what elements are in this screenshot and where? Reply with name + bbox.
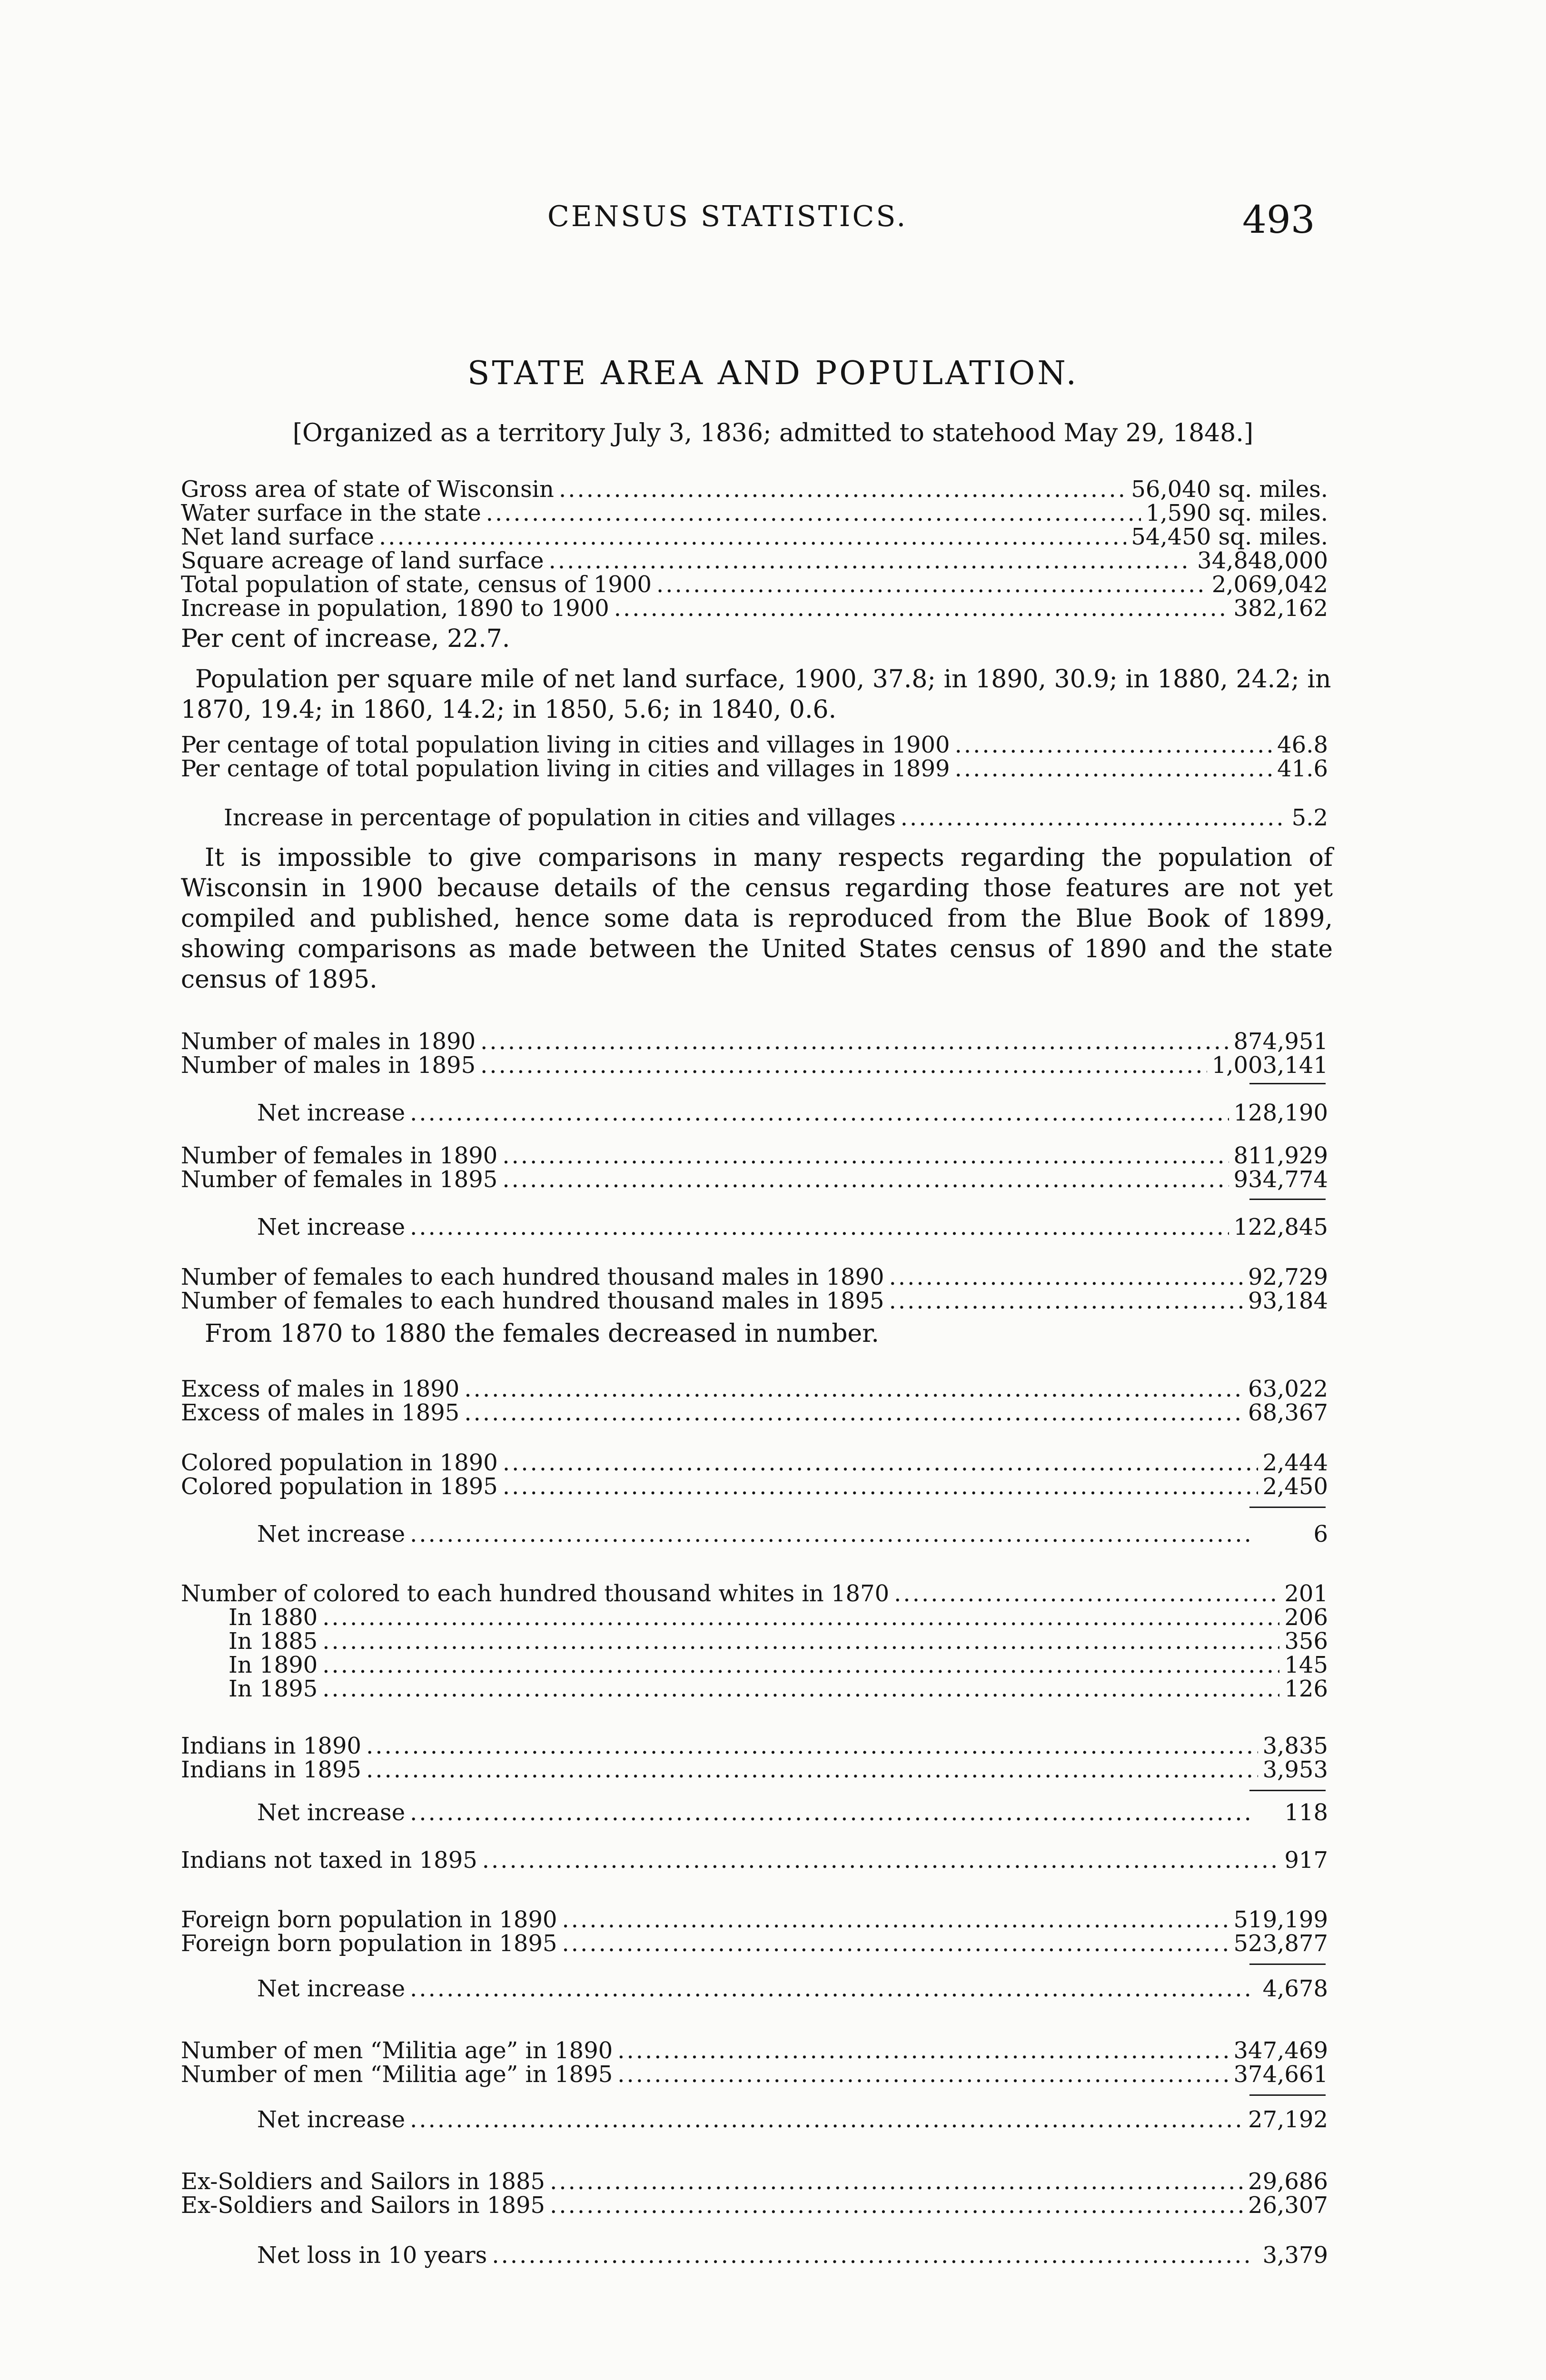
row-value: 5.2 [1291,804,1328,831]
males-net-row [257,1100,1328,1126]
urban-increase-row [224,804,1328,831]
row-value: 46.8 [1277,732,1328,758]
row-label: In 1895 [228,1676,318,1702]
ratio-note: From 1870 to 1880 the females decreased in number. [205,1319,879,1348]
row-label: Net increase [257,1521,406,1547]
row-value: 347,469 [1233,2037,1328,2064]
soldiers-net-row [257,2242,1328,2269]
row-value: 126 [1284,1676,1328,1702]
sum-rule [1249,1083,1326,1084]
row-label: Number of females in 1895 [181,1166,498,1193]
indians-row-1895 [181,1756,1328,1783]
row-label: Number of females in 1890 [181,1142,498,1169]
row-value: 122,845 [1233,1214,1328,1240]
row-label: Number of colored to each hundred thousand whites in 1870 [181,1580,890,1607]
row-value: 56,040 sq. miles. [1131,476,1328,503]
area-row-water [181,500,1328,526]
row-label: Colored population in 1895 [181,1473,498,1500]
colored-ratio-row-1895 [228,1676,1328,1702]
males-row-1895 [181,1052,1328,1079]
indians-not-taxed-row [181,1847,1328,1874]
foreign-net-row [257,1975,1328,2002]
ratio-row-1895 [181,1288,1328,1314]
row-label: Gross area of state of Wisconsin [181,476,554,503]
row-value: 519,199 [1233,1906,1328,1933]
row-label: Ex-Soldiers and Sailors in 1895 [181,2192,545,2219]
row-label: In 1890 [228,1652,318,1678]
row-value: 201 [1284,1580,1328,1607]
soldiers-row-1895 [181,2192,1328,2219]
row-label: Water surface in the state [181,500,481,526]
row-label: Ex-Soldiers and Sailors in 1885 [181,2168,545,2195]
row-label: Net increase [257,1214,406,1240]
urban-row-1900 [181,732,1328,758]
males-row-1890 [181,1028,1328,1055]
row-value: 29,686 [1248,2168,1328,2195]
area-row-increase [181,595,1328,622]
row-value: 93,184 [1248,1288,1328,1314]
sum-rule [1249,1507,1326,1508]
excess-row-1890 [181,1376,1328,1402]
row-label: Net increase [257,1799,406,1826]
row-label: Excess of males in 1895 [181,1399,460,1426]
row-label: Foreign born population in 1890 [181,1906,557,1933]
row-value: 1,590 sq. miles. [1145,500,1328,526]
row-value: 34,848,000 [1197,547,1328,574]
row-value: 118 [1284,1799,1328,1826]
section-subtitle: [Organized as a territory July 3, 1836; admitted to statehood May 29, 1848.] [292,419,1254,447]
row-label: Number of males in 1890 [181,1028,476,1055]
females-net-row [257,1214,1328,1240]
row-label: Number of males in 1895 [181,1052,476,1079]
colored-ratio-row-1885 [228,1628,1328,1655]
row-value: 206 [1284,1604,1328,1631]
row-label: Indians in 1895 [181,1756,362,1783]
females-row-1890 [181,1142,1328,1169]
row-label: Number of men “Militia age” in 1895 [181,2061,613,2088]
militia-net-row [257,2106,1328,2133]
row-label: Number of females to each hundred thousand males in 1895 [181,1288,884,1314]
section-title: STATE AREA AND POPULATION. [467,355,1079,392]
row-label: Square acreage of land surface [181,547,544,574]
row-label: Per centage of total population living in cities and villages in 1899 [181,755,950,782]
row-label: Total population of state, census of 1900 [181,571,652,598]
area-row-land [181,524,1328,550]
foreign-row-1895 [181,1930,1328,1957]
colored-row-1895 [181,1473,1328,1500]
row-value: 27,192 [1248,2106,1328,2133]
row-label: Increase in percentage of population in cities and villages [224,804,896,831]
colored-net-row [257,1521,1328,1547]
row-value: 54,450 sq. miles. [1131,524,1328,550]
sum-rule [1249,1790,1326,1791]
row-value: 41.6 [1277,755,1328,782]
row-value: 128,190 [1233,1100,1328,1126]
area-row-gross [181,476,1328,503]
row-value: 2,069,042 [1211,571,1328,598]
indians-net-row [257,1799,1328,1826]
excess-row-1895 [181,1399,1328,1426]
row-value: 934,774 [1233,1166,1328,1193]
row-value: 92,729 [1248,1264,1328,1290]
row-value: 63,022 [1248,1376,1328,1402]
row-value: 26,307 [1248,2192,1328,2219]
sum-rule [1249,1199,1326,1200]
row-value: 811,929 [1233,1142,1328,1169]
row-value: 6 [1313,1521,1328,1547]
row-value: 917 [1284,1847,1328,1874]
row-label: Number of females to each hundred thousand males in 1890 [181,1264,884,1290]
row-value: 68,367 [1248,1399,1328,1426]
colored-ratio-row-1880 [228,1604,1328,1631]
sum-rule [1249,1964,1326,1965]
row-label: Net loss in 10 years [257,2242,487,2269]
running-head: CENSUS STATISTICS. [547,200,908,233]
row-label: Net land surface [181,524,374,550]
intro-paragraph: It is impossible to give comparisons in many respects regarding the population of Wisconsin in 1900 because details of the census regarding those features are not yet compiled and published, hence some data is reproduced from the Blue Book of 1899, showing comparisons as made between the United States census of 1890 and the state census of 1895. [181,843,1333,994]
row-value: 3,953 [1262,1756,1328,1783]
row-label: Excess of males in 1890 [181,1376,460,1402]
row-label: Net increase [257,1975,406,2002]
row-value: 3,835 [1262,1733,1328,1759]
ratio-row-1890 [181,1264,1328,1290]
females-row-1895 [181,1166,1328,1193]
row-value: 3,379 [1262,2242,1328,2269]
sum-rule [1249,2094,1326,2096]
row-value: 145 [1284,1652,1328,1678]
row-value: 874,951 [1233,1028,1328,1055]
row-label: Net increase [257,1100,406,1126]
row-label: Net increase [257,2106,406,2133]
row-label: In 1885 [228,1628,318,1655]
row-value: 374,661 [1233,2061,1328,2088]
row-label: In 1880 [228,1604,318,1631]
row-label: Per centage of total population living in cities and villages in 1900 [181,732,950,758]
militia-row-1890 [181,2037,1328,2064]
area-row-acreage [181,547,1328,574]
militia-row-1895 [181,2061,1328,2088]
row-value: 523,877 [1233,1930,1328,1957]
row-value: 1,003,141 [1211,1052,1328,1079]
row-label: Colored population in 1890 [181,1449,498,1476]
colored-ratio-row-1890 [228,1652,1328,1678]
row-value: 4,678 [1262,1975,1328,2002]
row-label: Increase in population, 1890 to 1900 [181,595,609,622]
row-value: 382,162 [1233,595,1328,622]
foreign-row-1890 [181,1906,1328,1933]
row-value: 2,444 [1262,1449,1328,1476]
row-value: 356 [1284,1628,1328,1655]
row-label: Indians not taxed in 1895 [181,1847,477,1874]
colored-ratio-row-1870 [181,1580,1328,1607]
row-label: Number of men “Militia age” in 1890 [181,2037,613,2064]
density-paragraph: Population per square mile of net land surface, 1900, 37.8; in 1890, 30.9; in 1880, 24.2; in 1870, 19.4; in 1860, 14.2; in 1850, 5.6; in 1840, 0.6. [181,665,1331,724]
row-label: Foreign born population in 1895 [181,1930,557,1957]
soldiers-row-1885 [181,2168,1328,2195]
urban-row-1899 [181,755,1328,782]
area-row-population [181,571,1328,598]
colored-row-1890 [181,1449,1328,1476]
row-label: Indians in 1890 [181,1733,362,1759]
indians-row-1890 [181,1733,1328,1759]
row-value: 2,450 [1262,1473,1328,1500]
percent-increase: Per cent of increase, 22.7. [181,625,510,653]
page-number: 493 [1242,198,1315,242]
